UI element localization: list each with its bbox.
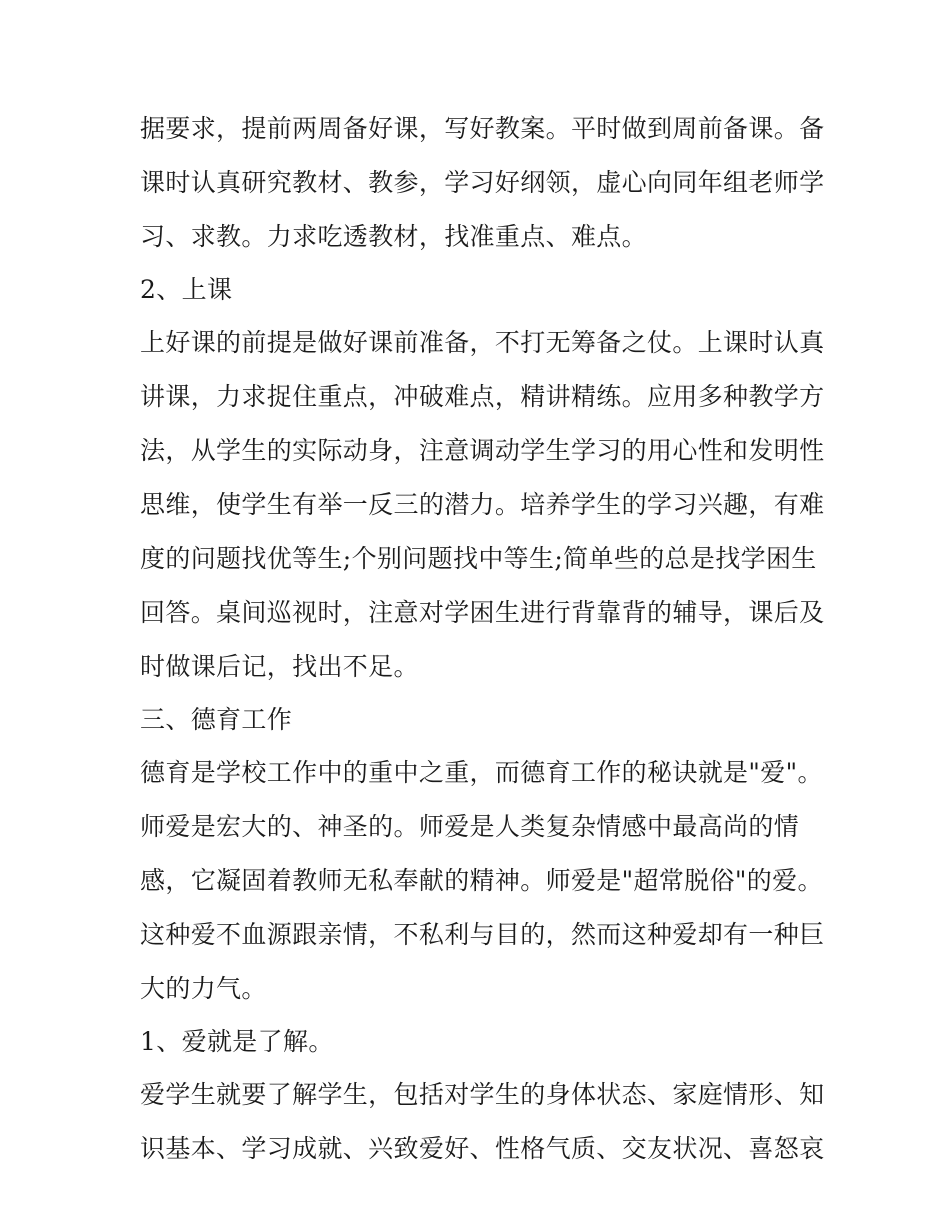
body-line: 时做课后记，找出不足。 — [140, 652, 419, 681]
body-line: 度的问题找优等生;个别问题找中等生;简单些的总是找学困生 — [140, 544, 817, 573]
body-line: 据要求，提前两周备好课，写好教案。平时做到周前备课。备 — [140, 114, 825, 143]
section-heading: 1、爱就是了解。 — [140, 1027, 334, 1056]
body-line: 感，它凝固着教师无私奉献的精神。师爱是"超常脱俗"的爱。 — [140, 866, 823, 895]
section-heading: 三、德育工作 — [140, 705, 293, 734]
body-line: 大的力气。 — [140, 974, 267, 1003]
body-line: 法，从学生的实际动身，注意调动学生学习的用心性和发明性 — [140, 436, 825, 465]
body-line: 思维，使学生有举一反三的潜力。培养学生的学习兴趣，有难 — [140, 490, 825, 519]
body-line: 师爱是宏大的、神圣的。师爱是人类复杂情感中最高尚的情 — [140, 812, 800, 841]
body-line: 爱学生就要了解学生，包括对学生的身体状态、家庭情形、知 — [140, 1080, 825, 1109]
body-line: 这种爱不血源跟亲情，不私利与目的，然而这种爱却有一种巨 — [140, 920, 825, 949]
body-line: 讲课，力求捉住重点，冲破难点，精讲精练。应用多种教学方 — [140, 382, 825, 411]
body-line: 德育是学校工作中的重中之重，而德育工作的秘诀就是"爱"。 — [140, 758, 823, 787]
body-line: 课时认真研究教材、教参，学习好纲领，虚心向同年组老师学 — [140, 168, 825, 197]
body-line: 回答。桌间巡视时，注意对学困生进行背靠背的辅导，课后及 — [140, 598, 825, 627]
section-heading: 2、上课 — [140, 275, 233, 304]
body-line: 习、求教。力求吃透教材，找准重点、难点。 — [140, 222, 648, 251]
body-line: 上好课的前提是做好课前准备，不打无筹备之仗。上课时认真 — [140, 328, 825, 357]
body-line: 识基本、学习成就、兴致爱好、性格气质、交友状况、喜怒哀 — [140, 1134, 825, 1163]
document-page — [140, 102, 825, 1176]
